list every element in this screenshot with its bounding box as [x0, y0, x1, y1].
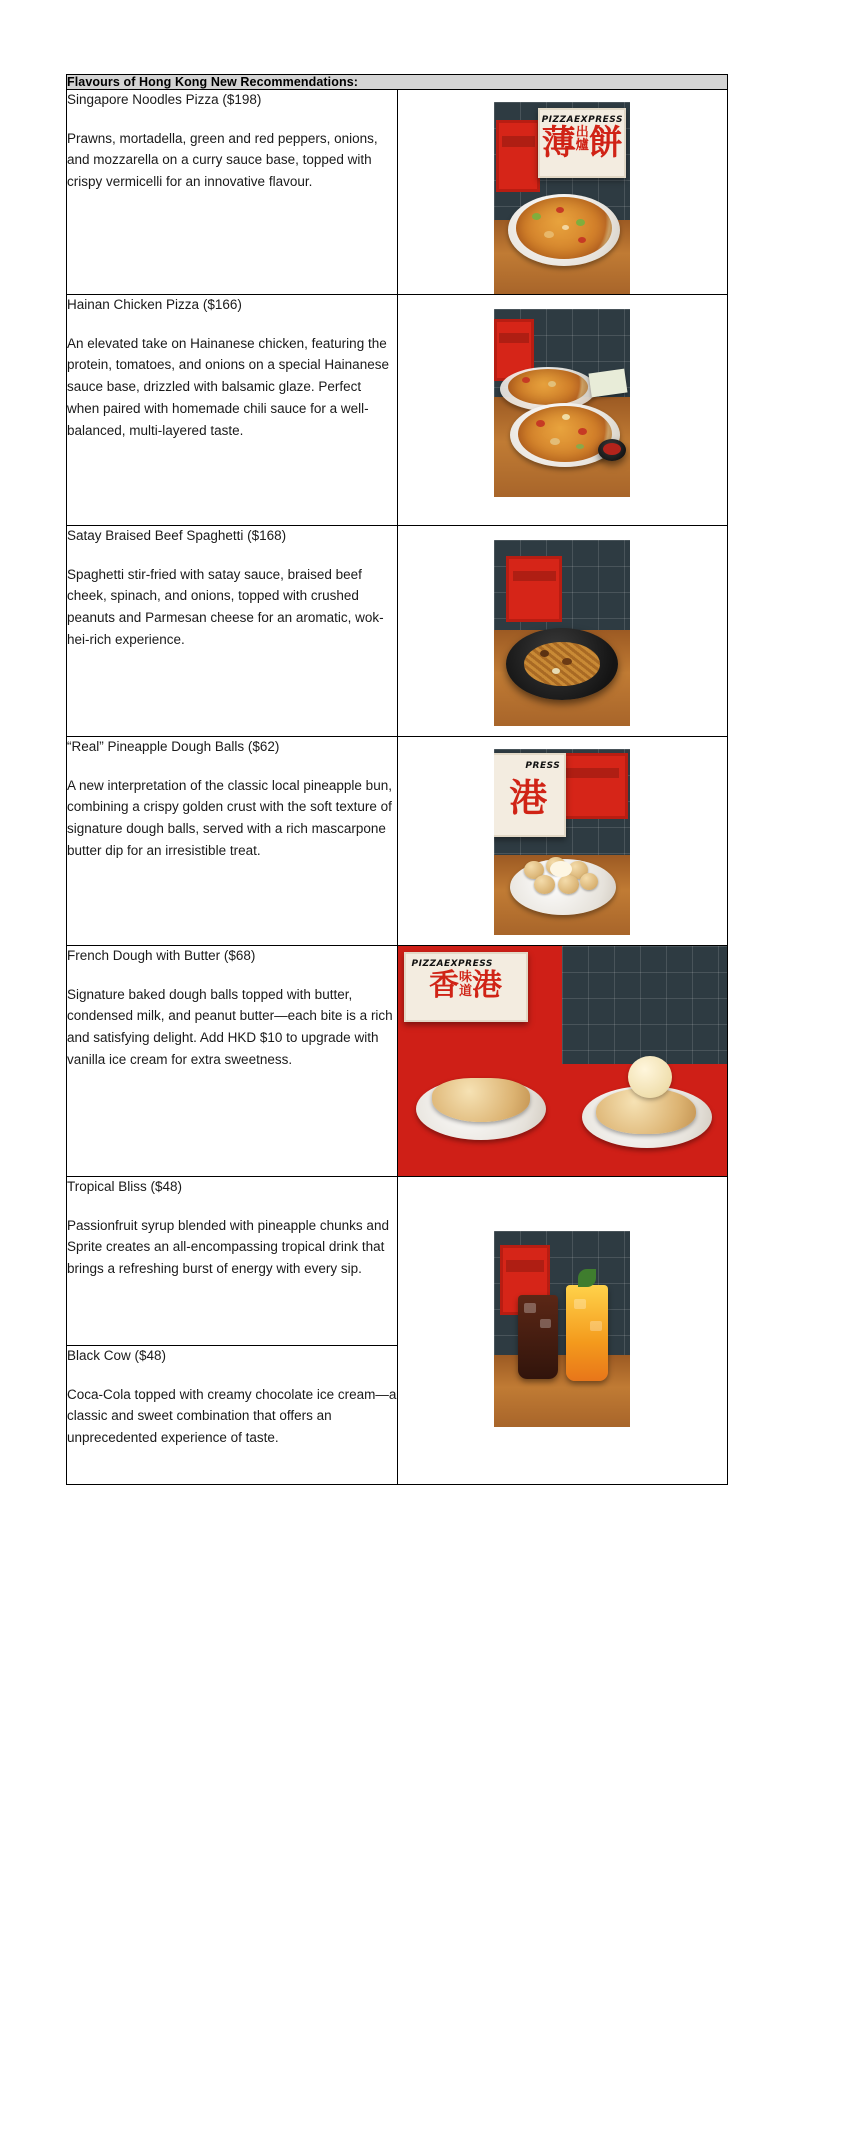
sign-brand-label: PIZZAEXPRESS	[541, 114, 623, 125]
ice-cream-scoop	[628, 1056, 672, 1098]
promo-sign	[494, 753, 566, 837]
sign-brand-label: PRESS	[525, 760, 561, 771]
item-title: Tropical Bliss ($48)	[67, 1179, 183, 1194]
french-dough-with-butter-photo	[398, 946, 728, 1176]
item-image-cell	[397, 526, 728, 737]
item-image-cell	[397, 90, 728, 295]
item-image-cell	[397, 946, 728, 1177]
table-row	[67, 526, 728, 737]
item-title: Hainan Chicken Pizza ($166)	[67, 297, 242, 312]
sign-cjk-text: 港	[509, 776, 548, 820]
promo-sign	[538, 108, 626, 178]
table-header-row	[67, 75, 728, 90]
item-description: Spaghetti stir-fried with satay sauce, braised beef cheek, spinach, and onions, topped with crushed peanuts and Parmesan cheese for an aromatic, wok-hei-rich experience.	[67, 566, 384, 648]
pasta-bowl	[506, 628, 618, 700]
item-title: Black Cow ($48)	[67, 1348, 167, 1363]
item-description: An elevated take on Hainanese chicken, featuring the protein, tomatoes, and onions on a special Hainanese sauce base, drizzled with balsamic glaze. Perfect when paired with homemade chili sauce for a well-balanced, multi-layered taste.	[67, 335, 389, 438]
drinks-photo	[494, 1231, 630, 1427]
table-header-label: Flavours of Hong Kong New Recommendations:	[67, 75, 728, 90]
table-row	[67, 1177, 728, 1346]
pizza	[516, 197, 612, 259]
sign-cjk-small: 出 爐	[575, 124, 589, 154]
table-surface	[494, 1355, 630, 1427]
item-image-cell	[397, 295, 728, 526]
photo-wrap	[398, 737, 728, 935]
item-title: Singapore Noodles Pizza ($198)	[67, 92, 262, 107]
table-row	[67, 946, 728, 1177]
item-title: French Dough with Butter ($68)	[67, 948, 256, 963]
promo-sign	[404, 952, 528, 1022]
item-text-cell	[67, 737, 398, 946]
item-text-cell	[67, 1177, 398, 1346]
item-image-cell	[397, 737, 728, 946]
photo-wrap	[398, 526, 728, 726]
sign-cjk-small: 味 道	[458, 970, 472, 999]
table-row	[67, 737, 728, 946]
item-description: A new interpretation of the classic local pineapple bun, combining a crispy golden crust with the soft texture of signature dough balls, served with a rich mascarpone butter dip for an irresistible treat.	[67, 777, 392, 859]
item-text-cell	[67, 90, 398, 295]
item-description: Coca-Cola topped with creamy chocolate ice cream—a classic and sweet combination that offers an unprecedented experience of taste.	[67, 1386, 397, 1446]
singapore-noodles-pizza-photo	[494, 102, 630, 294]
item-description: Passionfruit syrup blended with pineapple chunks and Sprite creates an all-encompassing tropical drink that brings a refreshing burst of energy with every sip.	[67, 1217, 389, 1277]
item-description: Prawns, mortadella, green and red peppers, onions, and mozzarella on a curry sauce base, topped with crispy vermicelli for an innovative flavour.	[67, 130, 378, 190]
hainan-chicken-pizza-photo	[494, 309, 630, 497]
item-title: Satay Braised Beef Spaghetti ($168)	[67, 528, 287, 543]
photo-wrap	[398, 1177, 728, 1427]
item-description: Signature baked dough balls topped with butter, condensed milk, and peanut butter—each bite is a rich and satisfying delight. Add HKD $10 to upgrade with vanilla ice cream for extra sweetness.	[67, 986, 393, 1068]
satay-braised-beef-spaghetti-photo	[494, 540, 630, 726]
black-cow-glass	[518, 1295, 558, 1379]
tile-wall	[562, 946, 727, 1064]
pizza-back	[508, 369, 588, 405]
spaghetti	[524, 642, 600, 686]
red-crate	[496, 120, 540, 192]
photo-wrap	[398, 90, 728, 294]
item-text-cell	[67, 1346, 398, 1485]
sign-cjk-text: 香味 道港	[428, 968, 502, 1004]
item-title: “Real” Pineapple Dough Balls ($62)	[67, 739, 280, 754]
item-text-cell	[67, 946, 398, 1177]
table-row	[67, 90, 728, 295]
item-image-cell	[397, 1177, 728, 1485]
pineapple-dough-balls-photo	[494, 749, 630, 935]
item-text-cell	[67, 295, 398, 526]
red-crate	[506, 556, 562, 622]
photo-wrap	[398, 295, 728, 497]
table-row	[67, 295, 728, 526]
tropical-bliss-glass	[566, 1285, 608, 1381]
sign-cjk-text: 薄出 爐餅	[541, 122, 623, 163]
dough-left	[432, 1078, 530, 1122]
item-text-cell	[67, 526, 398, 737]
recommendations-table	[66, 74, 728, 1485]
menu-card	[589, 369, 628, 398]
sign-brand-label: PIZZAEXPRESS	[411, 958, 493, 969]
